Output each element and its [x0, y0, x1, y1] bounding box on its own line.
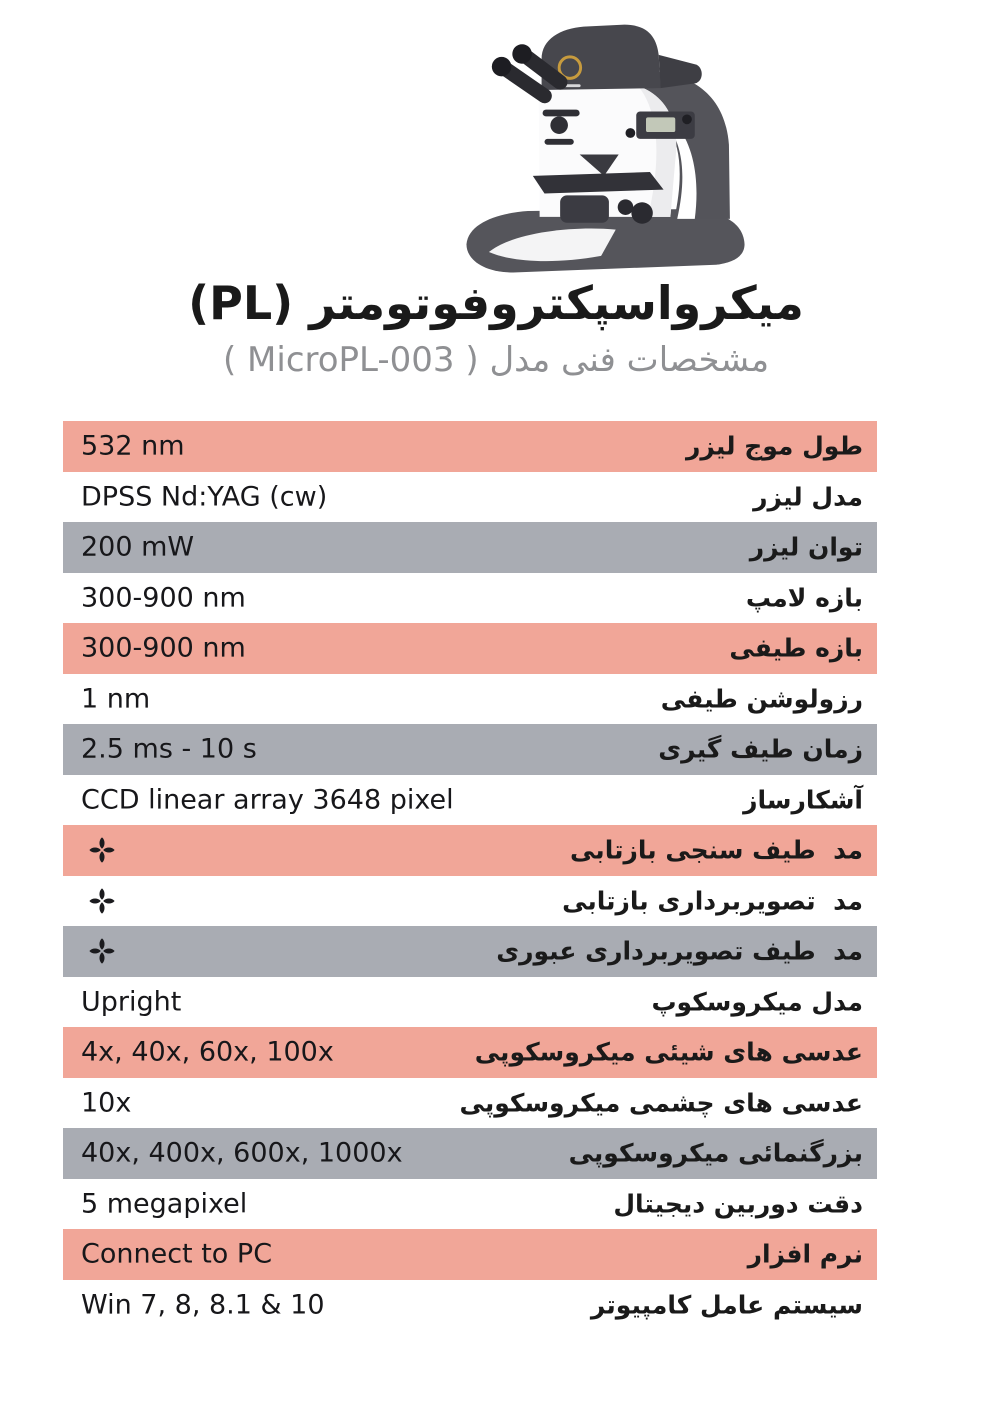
spec-row — [63, 623, 877, 674]
spec-label: مد تصویربرداری بازتابی — [562, 886, 863, 916]
spec-row — [63, 775, 877, 826]
spec-row — [63, 724, 877, 775]
spec-label: طول موج لیزر — [685, 431, 863, 461]
spec-row — [63, 421, 877, 472]
spec-value: 300-900 nm — [81, 582, 246, 614]
spec-label: بازه طیفی — [729, 633, 863, 663]
spec-value: 10x — [81, 1087, 132, 1119]
spec-label: مدل لیزر — [753, 482, 863, 512]
spec-label: سیستم عامل کامپیوتر — [590, 1290, 863, 1320]
spec-label: بزرگنمائی میکروسکوپی — [568, 1138, 863, 1168]
spec-row — [63, 522, 877, 573]
spec-label: آشکارساز — [743, 785, 863, 815]
microscope-image — [445, 12, 767, 280]
spec-value: 2.5 ms - 10 s — [81, 733, 257, 765]
spec-label: رزولوشن طیفی — [660, 684, 863, 714]
spec-value: 300-900 nm — [81, 632, 246, 664]
spec-row — [63, 1128, 877, 1179]
spec-label: توان لیزر — [749, 532, 863, 562]
spec-label: عدسی های چشمی میکروسکوپی — [459, 1088, 863, 1118]
page-subtitle: مشخصات فنی مدل ( MicroPL-003 ) — [222, 340, 770, 380]
spec-row — [63, 674, 877, 725]
four-petal-asterisk-icon — [84, 883, 120, 919]
spec-value: 200 mW — [81, 531, 195, 563]
four-petal-asterisk-icon — [84, 933, 120, 969]
spec-row — [63, 977, 877, 1028]
spec-row — [63, 1280, 877, 1331]
spec-label: زمان طیف گیری — [658, 734, 863, 764]
spec-row — [63, 876, 877, 927]
spec-value: 4x, 40x, 60x, 100x — [81, 1036, 334, 1068]
spec-label: بازه لامپ — [745, 583, 863, 613]
spec-table — [63, 421, 877, 1330]
spec-row — [63, 1078, 877, 1129]
spec-row — [63, 1229, 877, 1280]
four-petal-asterisk-icon — [84, 832, 120, 868]
page-title: میکرواسپکتروفوتومتر (PL) — [188, 276, 804, 330]
spec-value: Connect to PC — [81, 1238, 273, 1270]
spec-value: Upright — [81, 986, 182, 1018]
spec-row — [63, 1179, 877, 1230]
spec-value: DPSS Nd:YAG (cw) — [81, 481, 328, 513]
spec-value: 5 megapixel — [81, 1188, 248, 1220]
spec-value: 40x, 400x, 600x, 1000x — [81, 1137, 403, 1169]
spec-label: دقت دوربین دیجیتال — [613, 1189, 863, 1219]
microscope-illustration — [445, 12, 767, 285]
spec-row — [63, 926, 877, 977]
spec-value: CCD linear array 3648 pixel — [81, 784, 454, 816]
spec-label: نرم افزار — [747, 1239, 863, 1269]
spec-value: 532 nm — [81, 430, 185, 462]
spec-row — [63, 825, 877, 876]
spec-label: مدل میکروسکوپ — [651, 987, 863, 1017]
spec-value: Win 7, 8, 8.1 & 10 — [81, 1289, 325, 1321]
spec-label: عدسی های شیئی میکروسکوپی — [474, 1037, 863, 1067]
spec-label: مد طیف سنجی بازتابی — [570, 835, 863, 865]
spec-row — [63, 1027, 877, 1078]
spec-value: 1 nm — [81, 683, 151, 715]
spec-row — [63, 573, 877, 624]
spec-row — [63, 472, 877, 523]
spec-label: مد طیف تصویربرداری عبوری — [496, 936, 863, 966]
